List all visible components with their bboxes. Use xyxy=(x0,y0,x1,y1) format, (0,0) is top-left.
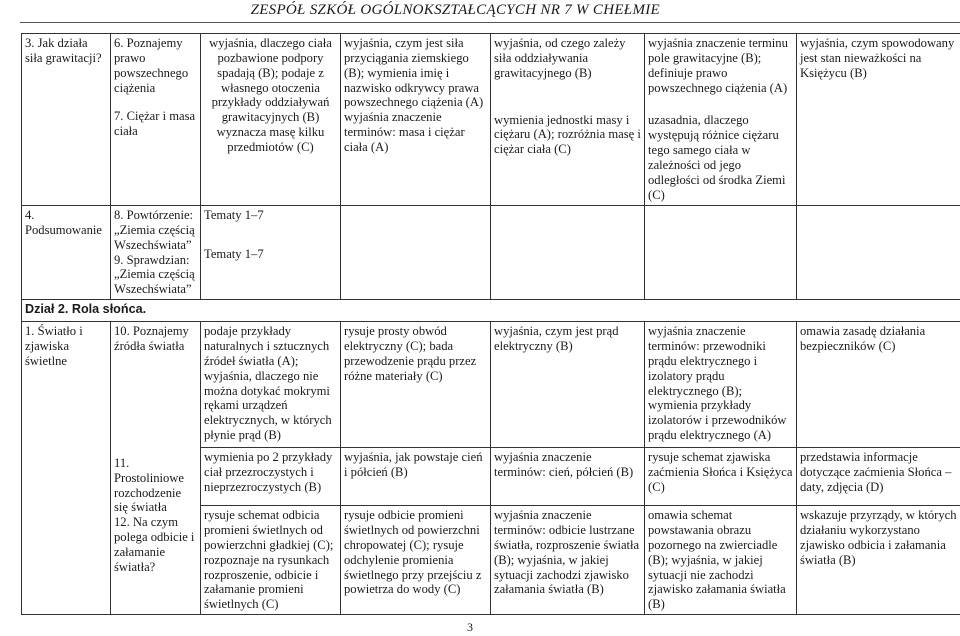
requirement-cell xyxy=(491,322,645,448)
curriculum-table xyxy=(21,33,960,615)
page-number: 3 xyxy=(467,620,473,634)
requirement-text: omawia schemat powstawania obrazu pozornego na zwierciadle (B); wyjaśnia, w jakiej sytuacji nie zachodzi zjawisko załamania światła (B) xyxy=(648,508,786,612)
requirement-cell xyxy=(645,506,797,615)
requirement-cell xyxy=(341,322,491,448)
lesson-item: 11. Prostoliniowe rozchodzenie się światła xyxy=(114,455,184,515)
requirement-cell xyxy=(341,448,491,506)
requirement-cell xyxy=(201,34,341,206)
topic-cell xyxy=(22,34,111,206)
empty-cell xyxy=(797,206,960,300)
requirement-text: wymienia po 2 przykłady ciał przezroczystych i nieprzezroczystych (B) xyxy=(204,450,333,494)
requirement-text: wyjaśnia, czym jest siła przyciągania ziemskiego (B); wymienia imię i nazwisko odkrywcy prawa powszechnego ciążenia (A) xyxy=(344,36,484,110)
requirement-cell xyxy=(341,34,491,206)
requirement-cell xyxy=(201,206,341,300)
requirement-cell xyxy=(645,448,797,506)
requirement-cell xyxy=(491,34,645,206)
table-row xyxy=(22,206,960,300)
topic-text: 3. Jak działa siła grawitacji? xyxy=(25,36,102,65)
requirement-text: wyjaśnia znaczenie terminów: cień, półcień (B) xyxy=(494,450,634,480)
empty-cell xyxy=(645,206,797,300)
lesson-item: 12. Na czym polega odbicie i załamanie światła? xyxy=(114,515,195,574)
topic-cell xyxy=(22,206,111,300)
header-divider xyxy=(20,22,960,23)
requirement-text: rysuje schemat odbicia promieni świetlnych od powierzchni gładkiej (C); rozpoznaje na rysunkach rozproszenie, odbicie i załamanie promieni świetlnych (C) xyxy=(204,508,334,612)
requirement-text: Tematy 1–7 xyxy=(204,208,264,222)
requirement-text: wskazuje przyrządy, w których działaniu wykorzystano zjawisko odbicia i załamania światła (B) xyxy=(800,508,957,567)
requirement-cell xyxy=(491,506,645,615)
requirement-cell xyxy=(797,322,960,448)
requirement-text: wyjaśnia znaczenie terminów: odbicie lustrzane światła, rozproszenie światła (B); wyjaśnia, w jakiej sytuacji zachodzi zjawisko załamania światła (B) xyxy=(494,508,640,597)
requirement-text: wymienia jednostki masy i ciężaru (A); rozróżnia masę i ciężar ciała (C) xyxy=(494,112,641,157)
page-header: ZESPÓŁ SZKÓŁ OGÓLNOKSZTAŁCĄCYCH NR 7 W CHEŁMIE xyxy=(250,2,660,18)
lessons-cell xyxy=(111,206,201,300)
requirement-cell xyxy=(341,506,491,615)
requirement-cell xyxy=(797,448,960,506)
requirement-text: uzasadnia, dlaczego występują różnice ciężaru tego samego ciała w zależności od jego odległości od środka Ziemi (C) xyxy=(648,113,786,202)
lesson-item: 9. Sprawdzian: „Ziemia częścią Wszechświata” xyxy=(114,252,195,297)
empty-cell xyxy=(491,206,645,300)
requirement-text: wyjaśnia znaczenie terminów: przewodniki prądu elektrycznego i izolatory prądu elektrycznego (B); wymienia przykłady izolatorów i przewodników prądu elektrycznego (A) xyxy=(648,324,787,443)
requirement-cell xyxy=(201,448,341,506)
topic-text: 4. Podsumowanie xyxy=(25,208,102,237)
requirement-text: wyjaśnia znaczenie terminów: masa i ciężar ciała (A) xyxy=(344,110,465,155)
requirement-text: wyjaśnia, dlaczego ciała pozbawione podpory spadają (B); podaje z własnego otoczenia przykłady oddziaływań grawitacyjnych (B) xyxy=(209,36,332,125)
requirement-text: wyjaśnia, czym jest prąd elektryczny (B) xyxy=(494,324,619,354)
requirement-text: wyjaśnia, od czego zależy siła oddziaływania grawitacyjnego (B) xyxy=(494,36,626,80)
requirement-text: wyjaśnia, czym spowodowany jest stan nieważkości na Księżycu (B) xyxy=(800,36,955,80)
requirement-text: wyznacza masę kilku przedmiotów (C) xyxy=(216,125,325,155)
lesson-item: 7. Ciężar i masa ciała xyxy=(114,109,196,139)
lessons-cell xyxy=(111,322,201,615)
topic-text: 1. Światło i zjawiska świetlne xyxy=(25,324,83,368)
lesson-item: 6. Poznajemy prawo powszechnego ciążenia xyxy=(114,36,189,95)
lesson-item: 8. Powtórzenie: „Ziemia częścią Wszechświata” xyxy=(114,208,195,252)
table-row xyxy=(22,34,960,206)
lesson-item: 10. Poznajemy źródła światła xyxy=(114,324,189,354)
requirement-text: rysuje odbicie promieni świetlnych od powierzchni chropowatej (C); rysuje odchylenie promienia świetlnego przy przejściu z powietrza do wody (C) xyxy=(344,508,482,597)
lessons-cell xyxy=(111,34,201,206)
requirement-cell xyxy=(645,322,797,448)
requirement-cell xyxy=(645,34,797,206)
section-heading: Dział 2. Rola słońca. xyxy=(22,300,960,322)
requirement-text: wyjaśnia znaczenie terminu pole grawitacyjne (B); definiuje prawo powszechnego ciążenia (A) xyxy=(648,36,788,95)
requirement-text: rysuje prosty obwód elektryczny (C); bada przewodzenie prądu przez różne materiały (C) xyxy=(344,324,477,383)
table-row xyxy=(22,322,960,448)
requirement-text: wyjaśnia, jak powstaje cień i półcień (B) xyxy=(344,450,483,480)
requirement-cell xyxy=(797,34,960,206)
requirement-cell xyxy=(797,506,960,615)
empty-cell xyxy=(341,206,491,300)
requirement-cell xyxy=(201,322,341,448)
requirement-cell xyxy=(201,506,341,615)
requirement-text: przedstawia informacje dotyczące zaćmienia Słońca – daty, zdjęcia (D) xyxy=(800,450,952,494)
section-row xyxy=(22,300,960,322)
requirement-text: Tematy 1–7 xyxy=(204,246,264,261)
requirement-text: omawia zasadę działania bezpieczników (C) xyxy=(800,324,926,354)
requirement-text: podaje przykłady naturalnych i sztucznych źródeł światła (A); wyjaśnia, dlaczego nie można dotykać mokrymi rękami urządzeń elektrycznych, w których płynie prąd (B) xyxy=(204,324,332,443)
requirement-text: rysuje schemat zjawiska zaćmienia Słońca i Księżyca (C) xyxy=(648,450,793,494)
requirement-cell xyxy=(491,448,645,506)
topic-cell xyxy=(22,322,111,615)
